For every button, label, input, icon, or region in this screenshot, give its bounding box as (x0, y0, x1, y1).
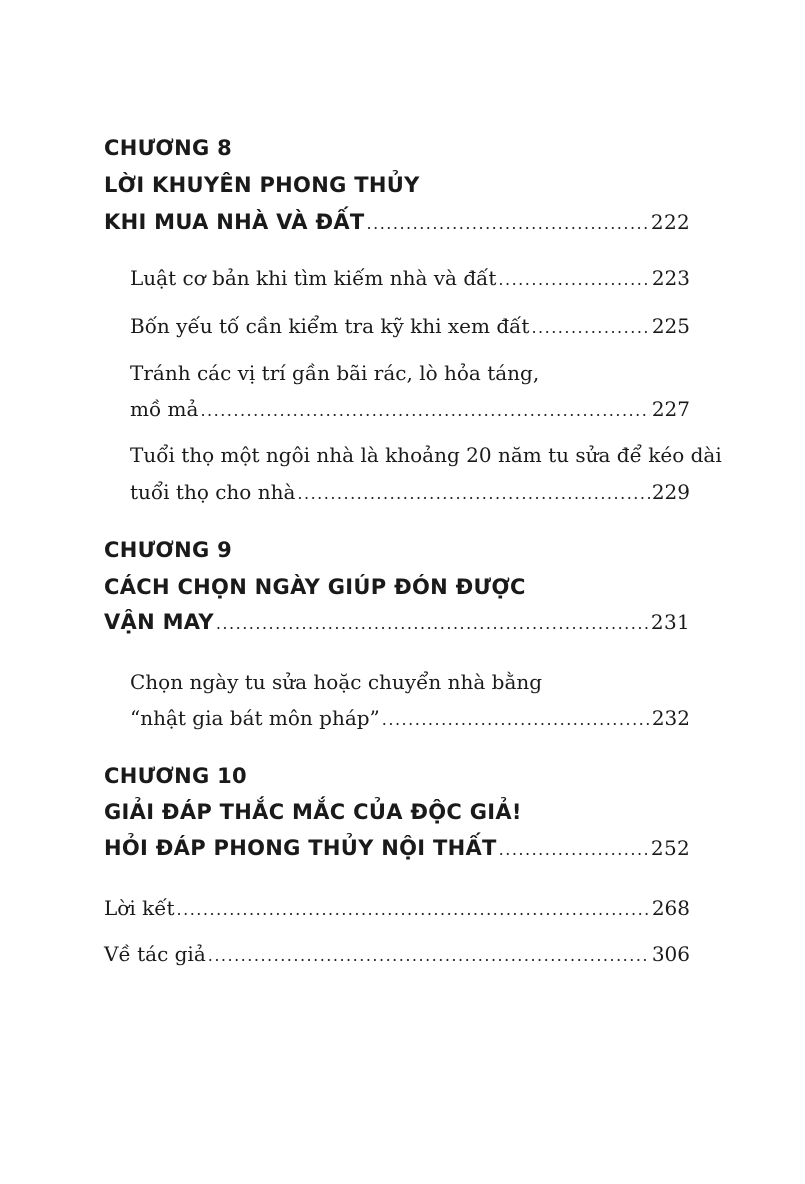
chapter-9-title-last: VẬN MAY (104, 610, 214, 634)
toc-entry-afterword[interactable] (104, 896, 690, 920)
entry-title: Lời kết (104, 896, 175, 920)
dot-leader (216, 614, 649, 633)
dot-leader (367, 214, 649, 233)
entry-title: mồ mả (130, 397, 199, 421)
chapter-9-title: CÁCH CHỌN NGÀY GIÚP ĐÓN ĐƯỢC (104, 575, 526, 599)
page-number: 227 (651, 397, 690, 421)
dot-leader (498, 270, 649, 289)
chapter-10-title-last: HỎI ĐÁP PHONG THỦY NỘI THẤT (104, 836, 497, 860)
entry-title: Luật cơ bản khi tìm kiếm nhà và đất (130, 266, 497, 290)
entry-title-line1[interactable]: Tránh các vị trí gần bãi rác, lò hỏa táng, (130, 361, 540, 385)
page-number: 229 (651, 480, 690, 504)
page-number: 232 (651, 706, 690, 730)
chapter-9-label: CHƯƠNG 9 (104, 538, 233, 562)
toc-entry[interactable] (130, 706, 690, 730)
chapter-8-label: CHƯƠNG 8 (104, 136, 233, 160)
entry-title-line1[interactable]: Tuổi thọ một ngôi nhà là khoảng 20 năm tu sửa để kéo dài (130, 443, 722, 467)
toc-entry[interactable] (130, 314, 690, 338)
entry-title: Về tác giả (104, 942, 206, 966)
toc-entry[interactable] (130, 397, 690, 421)
entry-title: “nhật gia bát môn pháp” (130, 706, 380, 730)
page-number: 222 (650, 210, 690, 234)
page-number: 225 (651, 314, 690, 338)
chapter-9-entry[interactable] (104, 610, 690, 634)
chapter-8-entry[interactable] (104, 210, 690, 234)
toc-entry[interactable] (130, 266, 690, 290)
entry-title: tuổi thọ cho nhà (130, 480, 296, 504)
chapter-8-title: LỜI KHUYÊN PHONG THỦY (104, 173, 420, 197)
entry-title: Bốn yếu tố cần kiểm tra kỹ khi xem đất (130, 314, 530, 338)
chapter-10-title: GIẢI ĐÁP THẮC MẮC CỦA ĐỘC GIẢ! (104, 800, 522, 824)
dot-leader (177, 900, 650, 919)
dot-leader (531, 318, 649, 337)
page-number: 223 (651, 266, 690, 290)
dot-leader (382, 710, 650, 729)
toc-entry-about-author[interactable] (104, 942, 690, 966)
page-number: 306 (651, 942, 690, 966)
page-number: 268 (651, 896, 690, 920)
dot-leader (200, 401, 649, 420)
chapter-10-label: CHƯƠNG 10 (104, 764, 247, 788)
toc-entry[interactable] (130, 480, 690, 504)
page-number: 231 (650, 610, 690, 634)
chapter-8-title-last: KHI MUA NHÀ VÀ ĐẤT (104, 210, 365, 234)
entry-title-line1[interactable]: Chọn ngày tu sửa hoặc chuyển nhà bằng (130, 670, 543, 694)
dot-leader (499, 840, 649, 859)
dot-leader (297, 484, 649, 503)
chapter-10-entry[interactable] (104, 836, 690, 860)
dot-leader (208, 946, 650, 965)
page-number: 252 (650, 836, 690, 860)
